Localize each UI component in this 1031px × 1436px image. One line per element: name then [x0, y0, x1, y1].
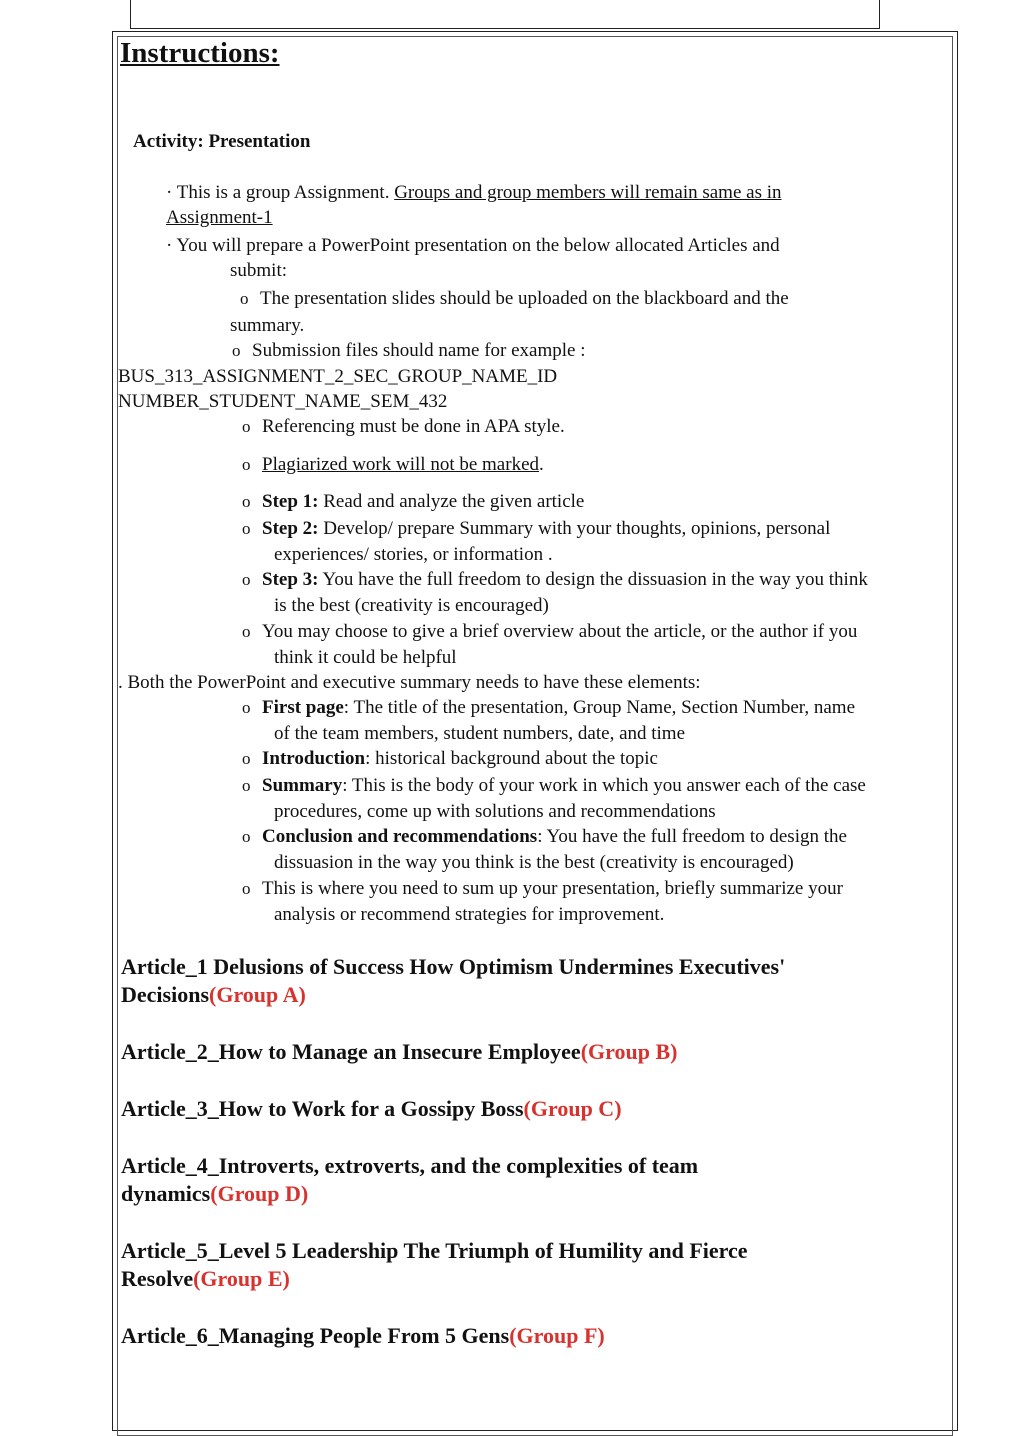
sub-overview: o You may choose to give a brief overview about the article, or the author if you: [242, 619, 857, 645]
circle-bullet: o: [242, 455, 251, 474]
file-name-line-1: BUS_313_ASSIGNMENT_2_SEC_GROUP_NAME_ID: [118, 366, 558, 387]
article-5-line-2: Resolve(Group E): [121, 1266, 290, 1291]
element-conclusion: o Conclusion and recommendations: You have the full freedom to design the: [242, 824, 847, 850]
article-4-line-1: Article_4_Introverts, extroverts, and the complexities of team: [121, 1153, 699, 1178]
element-conclusion-cont: dissuasion in the way you think is the best (creativity is encouraged): [274, 852, 794, 873]
bullet-powerpoint-cont: submit:: [230, 260, 288, 281]
sub-plagiarism: o Plagiarized work will not be marked.: [242, 452, 544, 478]
circle-bullet: o: [240, 289, 249, 308]
element-sum-up: o This is where you need to sum up your presentation, briefly summarize your: [242, 876, 843, 902]
sub-step-3-cont: is the best (creativity is encouraged): [274, 595, 549, 616]
sub-step-3: o Step 3: You have the full freedom to design the dissuasion in the way you think: [242, 567, 868, 593]
circle-bullet: o: [242, 570, 251, 589]
sub-submission-files: o Submission files should name for example :: [232, 338, 586, 364]
circle-bullet: o: [242, 749, 251, 768]
activity-label: Activity: Presentation: [133, 131, 311, 152]
bullet-group-assignment-cont: Assignment-1: [166, 207, 273, 228]
element-first-page-cont: of the team members, student numbers, date, and time: [274, 723, 686, 744]
dot-bullet: ·: [166, 182, 173, 203]
sub-slides-upload-cont: summary.: [230, 315, 305, 336]
sub-slides-upload: o The presentation slides should be uploaded on the blackboard and the: [240, 286, 789, 312]
group-label: (Group F): [509, 1323, 605, 1348]
circle-bullet: o: [242, 879, 251, 898]
instructions-heading: Instructions:: [120, 37, 280, 69]
element-sum-up-cont: analysis or recommend strategies for improvement.: [274, 904, 665, 925]
sub-overview-cont: think it could be helpful: [274, 647, 457, 668]
article-3: Article_3_How to Work for a Gossipy Boss(Group C): [121, 1096, 622, 1121]
article-1-line-1: Article_1 Delusions of Success How Optimism Undermines Executives': [121, 954, 786, 979]
top-table-box: [130, 0, 880, 29]
article-2: Article_2_How to Manage an Insecure Employee(Group B): [121, 1039, 678, 1064]
bullet-powerpoint: · You will prepare a PowerPoint presentation on the below allocated Articles and: [166, 235, 780, 256]
article-1-line-2: Decisions(Group A): [121, 982, 306, 1007]
bullet-group-assignment: · This is a group Assignment. Groups and group members will remain same as in: [166, 182, 782, 203]
circle-bullet: o: [242, 622, 251, 641]
article-5-line-1: Article_5_Level 5 Leadership The Triumph of Humility and Fierce: [121, 1238, 748, 1263]
element-first-page: o First page: The title of the presentation, Group Name, Section Number, name: [242, 695, 855, 721]
dot-bullet: ·: [166, 235, 173, 256]
group-label: (Group B): [580, 1039, 678, 1064]
elements-intro: . Both the PowerPoint and executive summary needs to have these elements:: [118, 672, 701, 693]
circle-bullet: o: [242, 519, 251, 538]
sub-apa: o Referencing must be done in APA style.: [242, 414, 565, 440]
sub-step-2-cont: experiences/ stories, or information .: [274, 544, 553, 565]
circle-bullet: o: [242, 417, 251, 436]
group-label: (Group C): [523, 1096, 622, 1121]
circle-bullet: o: [232, 341, 241, 360]
group-label: (Group D): [210, 1181, 309, 1206]
group-label: (Group A): [209, 982, 306, 1007]
circle-bullet: o: [242, 827, 251, 846]
element-summary-cont: procedures, come up with solutions and recommendations: [274, 801, 716, 822]
file-name-line-2: NUMBER_STUDENT_NAME_SEM_432: [118, 391, 448, 412]
element-introduction: o Introduction: historical background about the topic: [242, 746, 658, 772]
article-4-line-2: dynamics(Group D): [121, 1181, 309, 1206]
group-label: (Group E): [193, 1266, 290, 1291]
sub-step-2: o Step 2: Develop/ prepare Summary with your thoughts, opinions, personal: [242, 516, 830, 542]
circle-bullet: o: [242, 492, 251, 511]
circle-bullet: o: [242, 698, 251, 717]
article-6: Article_6_Managing People From 5 Gens(Group F): [121, 1323, 605, 1348]
sub-step-1: o Step 1: Read and analyze the given article: [242, 489, 584, 515]
circle-bullet: o: [242, 776, 251, 795]
element-summary: o Summary: This is the body of your work in which you answer each of the case: [242, 773, 866, 799]
